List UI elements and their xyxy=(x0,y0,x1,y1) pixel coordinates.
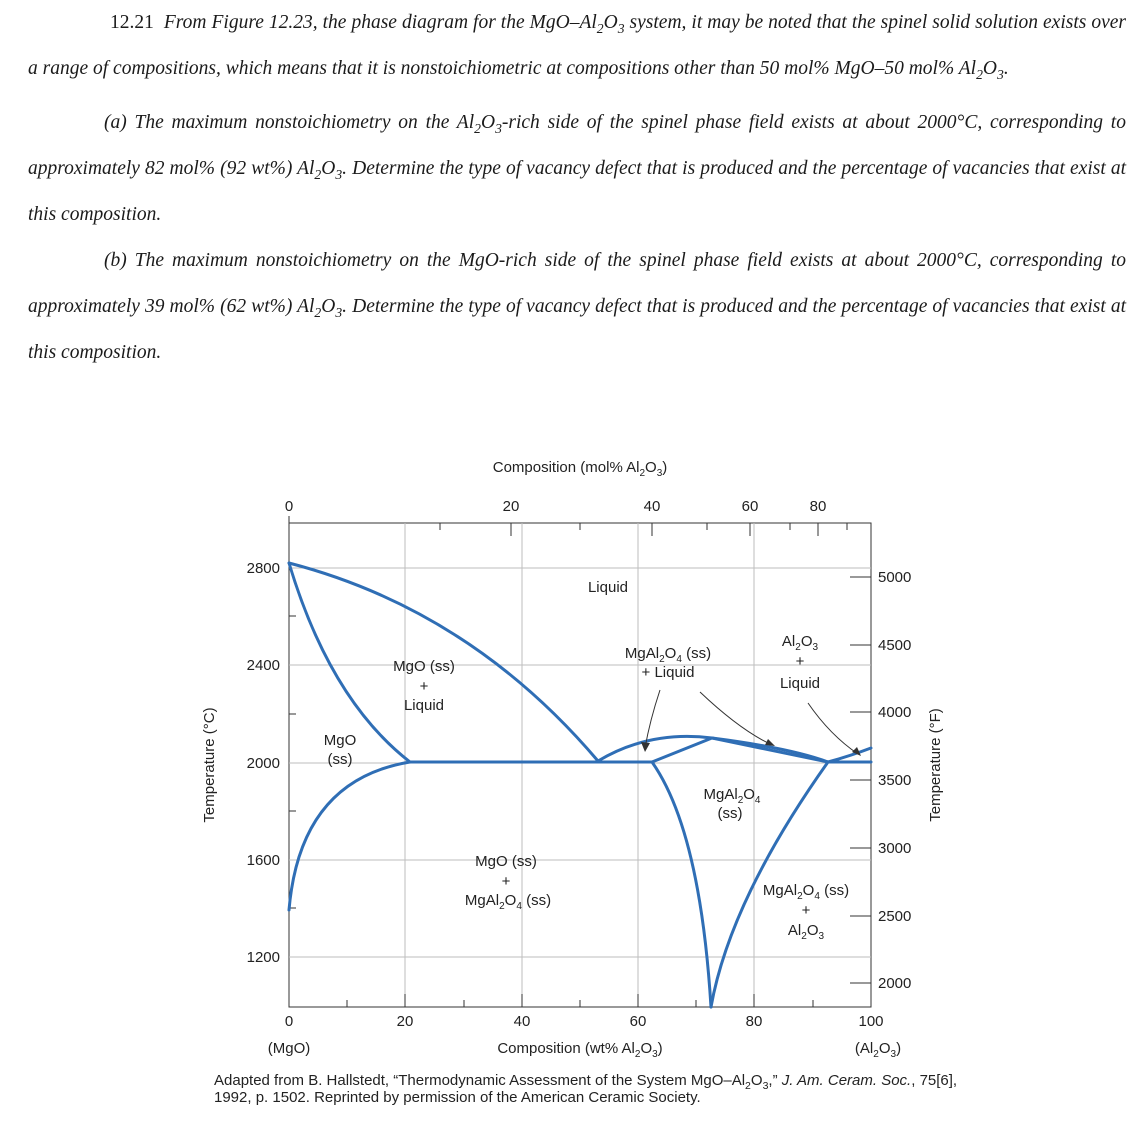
top-tick-labels xyxy=(285,498,827,515)
label-spinel-ss-2: (ss) xyxy=(717,805,743,822)
gridlines xyxy=(289,523,871,1007)
liquidus-al2o3 xyxy=(828,748,871,762)
top-axis-title: Composition (mol% $Al_2O_3$) xyxy=(492,459,668,479)
phase-boundaries xyxy=(289,563,871,1007)
label-al2o3-liquid-3: Liquid xyxy=(779,675,821,692)
label-mgo-ss-2: (ss) xyxy=(327,751,353,768)
solvus-mgo xyxy=(289,762,410,910)
problem-intro: 12.21 From Figure 12.23, the phase diagram for the MgO–$Al_2O_3$ system, it may be noted that the spinel solid solution exists over a range of compositions, which means that it is nonstoichiometric at compositions other than 50 mol% MgO–50 mol% $Al_2O_3$. xyxy=(28,12,1127,82)
left-tick-label: 1600 xyxy=(246,852,280,869)
label-spinel-liquid-1: $MgAl_2O_4$ (ss) xyxy=(624,645,712,665)
label-liquid: Liquid xyxy=(587,579,629,596)
bottom-axis-title: Composition (wt% $Al_2O_3$) xyxy=(497,1040,663,1060)
label-spinel-al2o3-1: $MgAl_2O_4$ (ss) xyxy=(762,882,850,902)
right-tick-label: 3000 xyxy=(878,840,912,857)
label-spinel-al2o3-2: + xyxy=(801,902,811,919)
top-axis-ticks xyxy=(289,516,847,536)
top-tick-label: 0 xyxy=(284,498,294,515)
bottom-tick-label: 80 xyxy=(745,1013,763,1030)
bottom-tick-label: 40 xyxy=(513,1013,531,1030)
right-tick-label: 4000 xyxy=(878,704,912,721)
label-spinel-al2o3-3: $Al_2O_3$ xyxy=(787,922,825,942)
phase-diagram xyxy=(0,440,1139,1072)
right-tick-labels xyxy=(878,569,911,992)
right-tick-label: 2500 xyxy=(878,908,912,925)
bottom-tick-labels xyxy=(285,1013,884,1030)
label-spinel-liquid-2: + Liquid xyxy=(641,664,695,681)
label-al2o3-liquid-1: $Al_2O_3$ xyxy=(781,633,819,653)
plot-frame xyxy=(289,523,871,1007)
top-tick-label: 20 xyxy=(502,498,520,515)
figure-caption: Adapted from B. Hallstedt, “Thermodynamic Assessment of the System MgO–$Al_2O_3$,” J. Am. Ceram. Soc., 75[6], 1992, p. 1502. Reprinted by permission of the American Ceramic Society. xyxy=(214,1072,958,1106)
top-tick-label: 80 xyxy=(809,498,827,515)
left-tick-label: 1200 xyxy=(246,949,280,966)
right-axis-title: Temperature (°F) xyxy=(927,708,944,822)
left-axis-ticks xyxy=(289,616,296,908)
label-mgo-liquid-1: MgO (ss) xyxy=(393,658,455,675)
left-axis-title: Temperature (°C) xyxy=(201,707,218,823)
bottom-axis-ticks xyxy=(347,994,813,1007)
problem-text xyxy=(28,0,1126,376)
label-spinel-ss-1: $MgAl_2O_4$ xyxy=(703,786,761,806)
label-mgo-liquid-3: Liquid xyxy=(403,697,445,714)
solvus-spinel-left xyxy=(652,762,711,1007)
label-mgo-liquid-2: + xyxy=(419,678,429,695)
problem-part-a: (a) The maximum nonstoichiometry on the $Al_2O_3$-rich side of the spinel phase field exists at about 2000°C, corresponding to approximately 82 mol% (92 wt%) $Al_2O_3$. Determine the type of vacancy defect that is produced and the percentage of vacancies that exist at this composition. xyxy=(28,112,1127,225)
left-tick-label: 2800 xyxy=(246,560,280,577)
right-tick-label: 3500 xyxy=(878,772,912,789)
bottom-tick-label: 100 xyxy=(858,1013,884,1030)
left-end-label: (MgO) xyxy=(267,1040,311,1057)
right-end-label: $(Al_2O_3)$ xyxy=(854,1040,902,1060)
right-tick-label: 5000 xyxy=(878,569,912,586)
right-axis-ticks xyxy=(850,577,871,983)
right-tick-label: 2000 xyxy=(878,975,912,992)
label-mgo-spinel-1: MgO (ss) xyxy=(475,853,537,870)
problem-number: 12.21 xyxy=(110,12,154,33)
label-mgo-spinel-2: + xyxy=(501,873,511,890)
label-al2o3-liquid-2: + xyxy=(795,653,805,670)
top-tick-label: 40 xyxy=(643,498,661,515)
left-tick-label: 2400 xyxy=(246,657,280,674)
label-mgo-ss-1: MgO xyxy=(323,732,357,749)
liquidus-spinel-left xyxy=(598,736,712,761)
top-tick-label: 60 xyxy=(741,498,759,515)
bottom-tick-label: 60 xyxy=(629,1013,647,1030)
label-mgo-spinel-3: $MgAl_2O_4$ (ss) xyxy=(464,892,552,912)
left-tick-labels xyxy=(247,560,280,966)
right-tick-label: 4500 xyxy=(878,637,912,654)
left-tick-label: 2000 xyxy=(246,755,280,772)
problem-part-b: (b) The maximum nonstoichiometry on the MgO-rich side of the spinel phase field exists at about 2000°C, corresponding to approximately 39 mol% (62 wt%) $Al_2O_3$. Determine the type of vacancy defect that is produced and the percentage of vacancies that exist at this composition. xyxy=(28,250,1127,363)
bottom-tick-label: 0 xyxy=(284,1013,294,1030)
bottom-tick-label: 20 xyxy=(396,1013,414,1030)
